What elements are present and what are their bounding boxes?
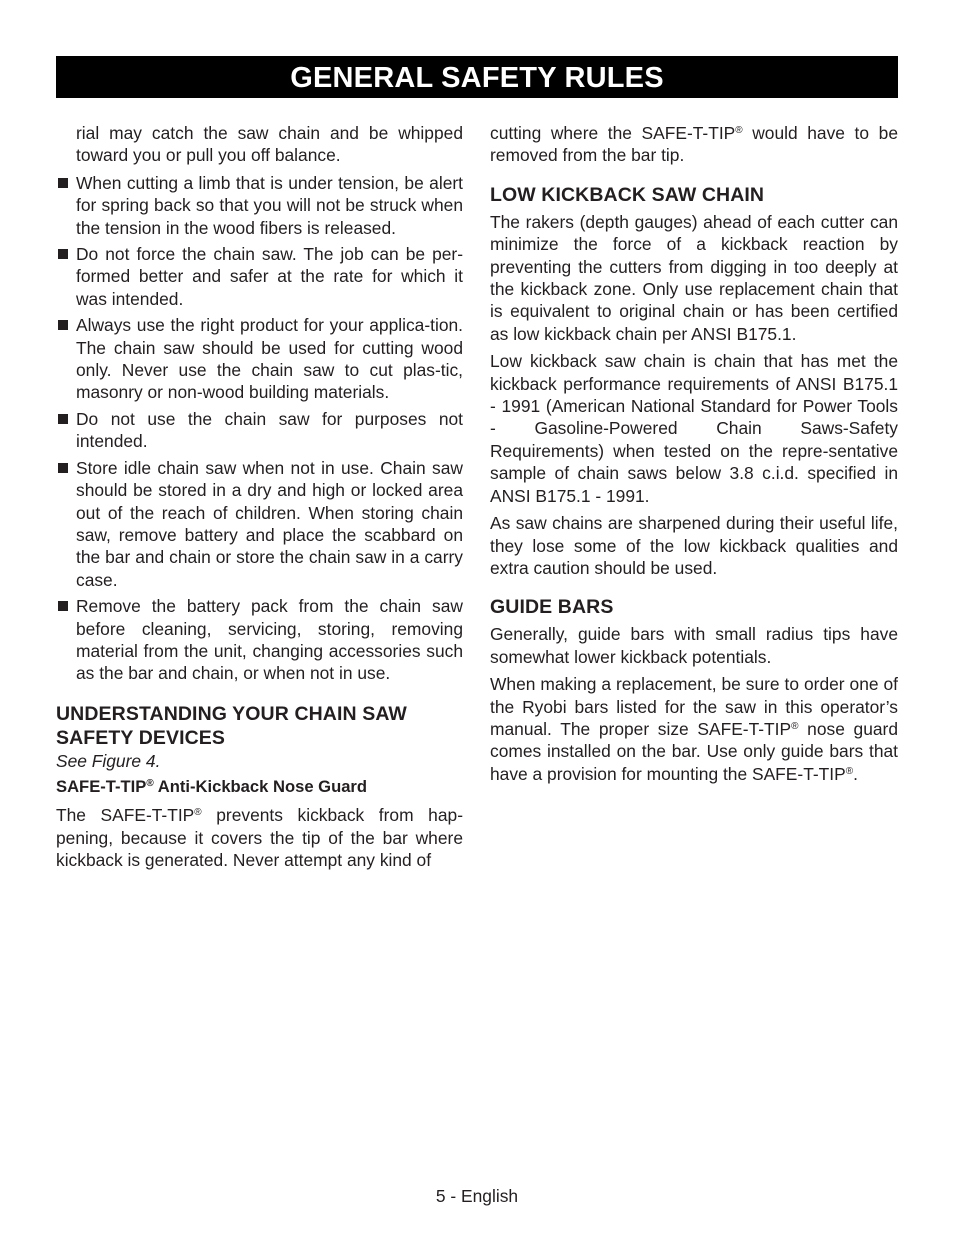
section-heading-low-kickback: LOW KICKBACK SAW CHAIN xyxy=(490,183,765,206)
list-item: Remove the battery pack from the chain saw before cleaning, servicing, storing, removing material from the unit, changing accessories such as the bar and chain, or when not in use. xyxy=(56,595,463,685)
low-kickback-paragraph: As saw chains are sharpened during their useful life, they lose some of the low kickback qualities and extra caution should be used. xyxy=(490,513,898,578)
list-item: Always use the right product for your applica-tion. The chain saw should be used for cutting wood only. Never use the chain saw to cut plas-tic, masonry or non-wood building materials. xyxy=(56,314,463,404)
low-kickback-paragraph: The rakers (depth gauges) ahead of each cutter can minimize the force of a kickback reaction by preventing the cutters from digging in too deeply at the kickback zone. Only use replacement chain that is equivalent to original chain or has been certified as low kickback chain per ANSI B175.1. xyxy=(490,211,898,344)
guide-bars-paragraph: When making a replacement, be sure to order one of the Ryobi bars listed for the saw in this operator’s manual. The proper size SAFE-T-TIP® nose guard comes installed on the bar. Use only guide bars that have a provision for mounting the SAFE-T-TIP®. xyxy=(490,674,899,784)
list-item: Do not force the chain saw. The job can be per-formed better and safer at the rate for which it was intended. xyxy=(56,243,463,310)
square-bullet-icon xyxy=(58,320,68,330)
guide-bars-paragraph: Generally, guide bars with small radius tips have somewhat lower kickback potentials. xyxy=(490,624,898,667)
subheading-nose-guard: SAFE-T-TIP® Anti-Kickback Nose Guard xyxy=(56,777,368,797)
left-column xyxy=(56,122,463,876)
section-heading-guide-bars: GUIDE BARS xyxy=(490,596,614,619)
list-item: When cutting a limb that is under tension, be alert for spring back so that you will not be struck when the tension in the wood fibers is released. xyxy=(56,172,463,239)
list-item: Do not use the chain saw for purposes not intended. xyxy=(56,408,463,453)
page-title: GENERAL SAFETY RULES xyxy=(56,56,898,98)
figure-reference: See Figure 4. xyxy=(56,750,161,771)
safety-bullet-list xyxy=(56,172,463,685)
continuation-text: rial may catch the saw chain and be whipped toward you or pull you off balance. xyxy=(76,123,463,166)
square-bullet-icon xyxy=(58,414,68,424)
list-item: Store idle chain saw when not in use. Chain saw should be stored in a dry and high or locked area out of the reach of children. When storing chain saw, remove battery and place the scabbard on the bar and chain or store the chain saw in a carry case. xyxy=(56,457,463,591)
square-bullet-icon xyxy=(58,178,68,188)
nose-guard-text: The SAFE-T-TIP® prevents kickback from hap-pening, because it covers the tip of the bar where kickback is generated. Never attempt any kind of xyxy=(56,805,463,870)
right-column xyxy=(490,122,898,790)
continuation-text-right: cutting where the SAFE-T-TIP® would have to be removed from the bar tip. xyxy=(490,123,898,166)
page-number: 5 - English xyxy=(435,1186,519,1206)
square-bullet-icon xyxy=(58,249,68,259)
section-heading-safety-devices: UNDERSTANDING YOUR CHAIN SAW SAFETY DEVICES xyxy=(56,702,407,749)
square-bullet-icon xyxy=(58,601,68,611)
square-bullet-icon xyxy=(58,463,68,473)
low-kickback-paragraph: Low kickback saw chain is chain that has met the kickback performance requirements of ANSI B175.1 - 1991 (American National Standard for Power Tools - Gasoline-Powered Chain Saws-Safety Requirements) when tested on the repre-sentative sample of chain saws below 3.8 c.i.d. specified in ANSI B175.1 - 1991. xyxy=(490,351,898,506)
